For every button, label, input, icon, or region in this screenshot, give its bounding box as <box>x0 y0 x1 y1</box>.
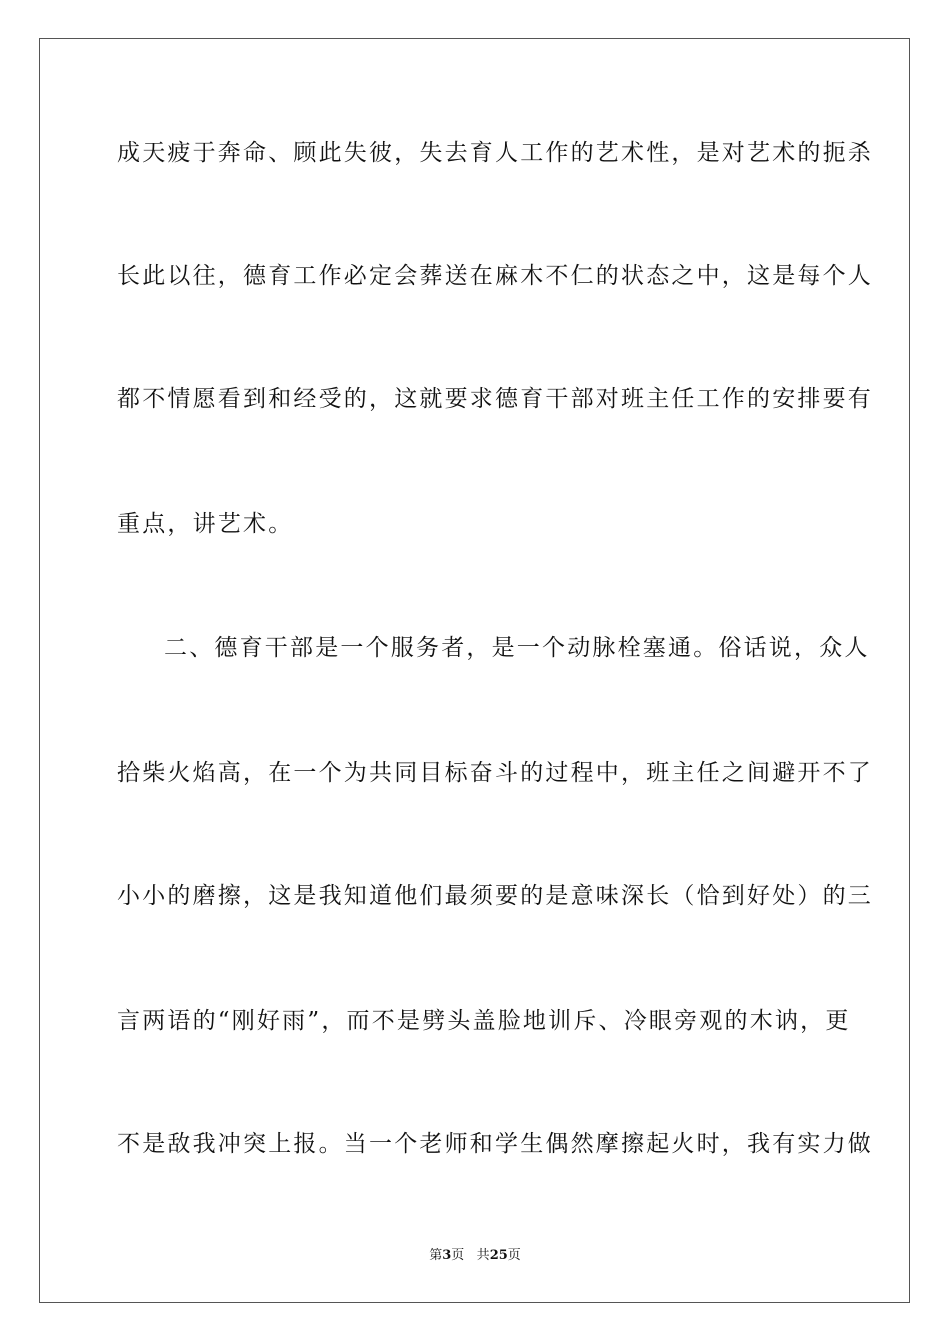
body-line-9: 不是敌我冲突上报。当一个老师和学生偶然摩擦起火时，我有实力做 <box>117 1131 873 1157</box>
body-line-5-paragraph-start: 二、德育干部是一个服务者，是一个动脉栓塞通。俗话说，众人 <box>164 635 870 661</box>
page-footer <box>0 1247 950 1265</box>
body-line-7: 小小的磨擦，这是我知道他们最须要的是意味深长（恰到好处）的三 <box>117 883 873 909</box>
total-prefix: 共 <box>476 1248 490 1263</box>
body-line-3: 都不情愿看到和经受的，这就要求德育干部对班主任工作的安排要有 <box>117 386 873 412</box>
page-suffix: 页 <box>451 1248 465 1263</box>
body-line-2: 长此以往，德育工作必定会葬送在麻木不仁的状态之中，这是每个人 <box>117 263 873 289</box>
page-number: 3 <box>442 1248 452 1263</box>
body-line-4: 重点，讲艺术。 <box>117 511 294 537</box>
total-suffix: 页 <box>507 1248 521 1263</box>
body-line-1: 成天疲于奔命、顾此失彼，失去育人工作的艺术性，是对艺术的扼杀 <box>117 140 873 166</box>
total-pages: 25 <box>489 1248 508 1263</box>
body-line-6: 拾柴火焰高，在一个为共同目标奋斗的过程中，班主任之间避开不了 <box>117 760 873 786</box>
body-line-8: 言两语的“刚好雨”，而不是劈头盖脸地训斥、冷眼旁观的木讷，更 <box>117 1008 851 1034</box>
page-prefix: 第 <box>429 1248 443 1263</box>
page-border <box>39 38 910 1303</box>
